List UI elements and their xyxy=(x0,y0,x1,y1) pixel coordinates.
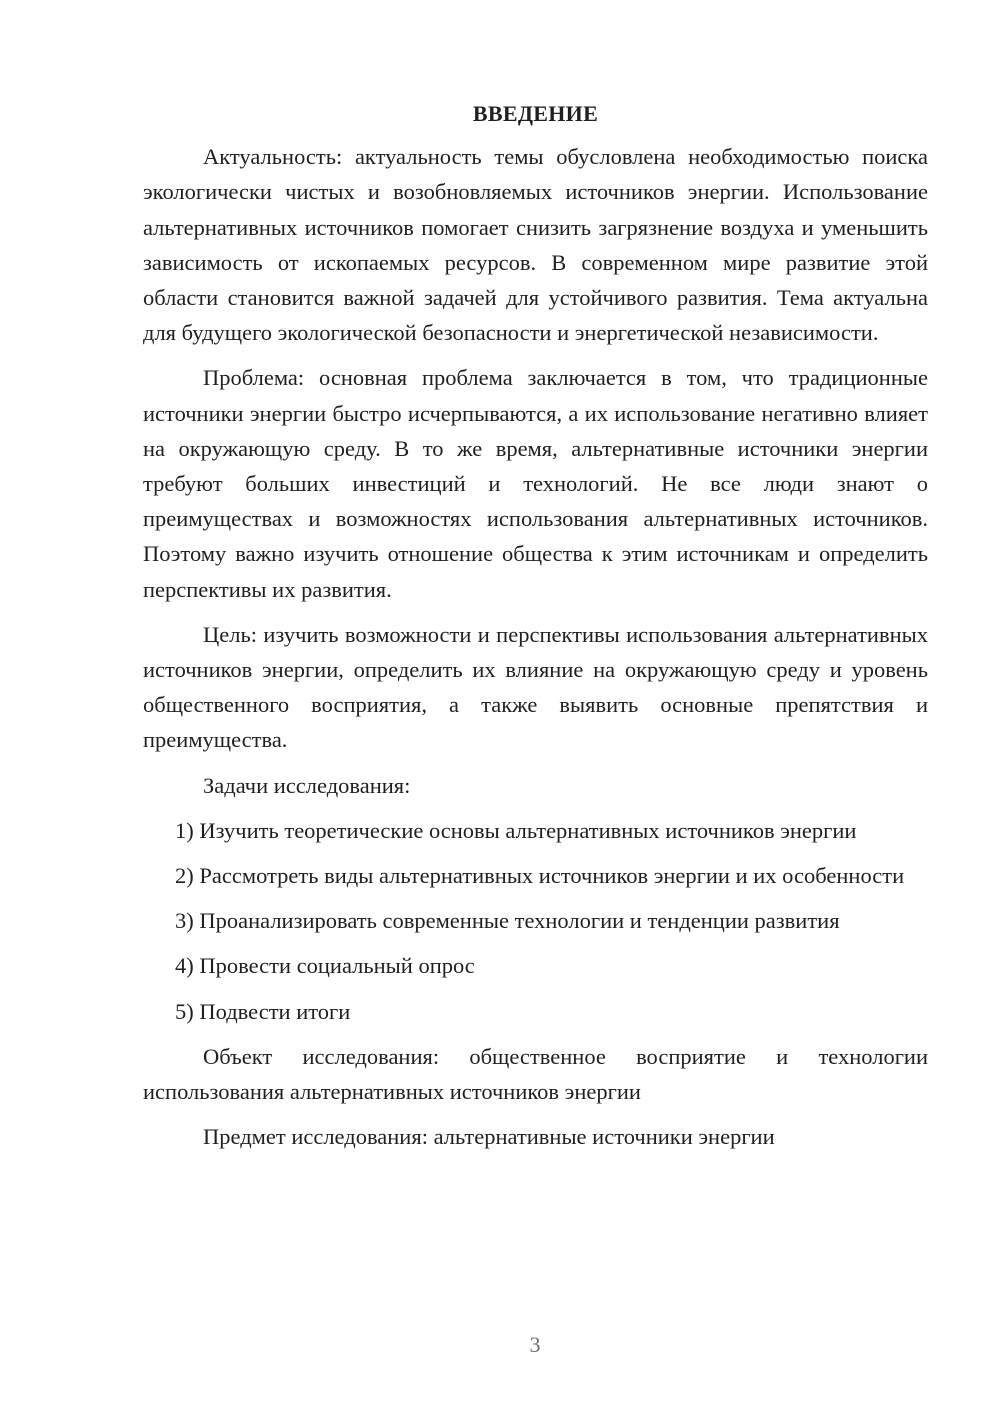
task-item-5: 5) Подвести итоги xyxy=(175,998,351,1024)
task-item-3: 3) Проанализировать современные технологии и тенденции развития xyxy=(175,908,840,934)
relevance-paragraph: Актуальность: актуальность темы обусловлена необходимостью поиска экологически чистых и возобновляемых источников энергии. Использование альтернативных источников помогает снизить загрязнение воздуха и уменьшить зависимость от ископаемых ресурсов. В современном мире развитие этой области становится важной задачей для устойчивого развития. Тема актуальна для будущего экологической безопасности и энергетической независимости. xyxy=(143,144,928,346)
task-item-4: 4) Провести социальный опрос xyxy=(175,953,475,979)
text-column xyxy=(143,96,928,1164)
task-item-1: 1) Изучить теоретические основы альтернативных источников энергии xyxy=(175,817,857,843)
goal-paragraph: Цель: изучить возможности и перспективы использования альтернативных источников энергии, определить их влияние на окружающую среду и уровень общественного восприятия, а также выявить основные препятствия и преимущества. xyxy=(143,621,928,753)
problem-paragraph: Проблема: основная проблема заключается в том, что традиционные источники энергии быстро исчерпываются, а их использование негативно влияет на окружающую среду. В то же время, альтернативные источники энергии требуют больших инвестиций и технологий. Не все люди знают о преимуществах и возможностях использования альтернативных источников. Поэтому важно изучить отношение общества к этим источникам и определить перспективы их развития. xyxy=(143,365,928,602)
page-title: ВВЕДЕНИЕ xyxy=(472,101,599,126)
tasks-title: Задачи исследования: xyxy=(203,772,411,798)
page-number: 3 xyxy=(529,1332,541,1357)
task-item-2: 2) Рассмотреть виды альтернативных источников энергии и их особенности xyxy=(175,863,905,889)
subject-paragraph: Предмет исследования: альтернативные источники энергии xyxy=(203,1124,775,1150)
object-paragraph: Объект исследования: общественное восприятие и технологии использования альтернативных источников энергии xyxy=(143,1043,928,1105)
